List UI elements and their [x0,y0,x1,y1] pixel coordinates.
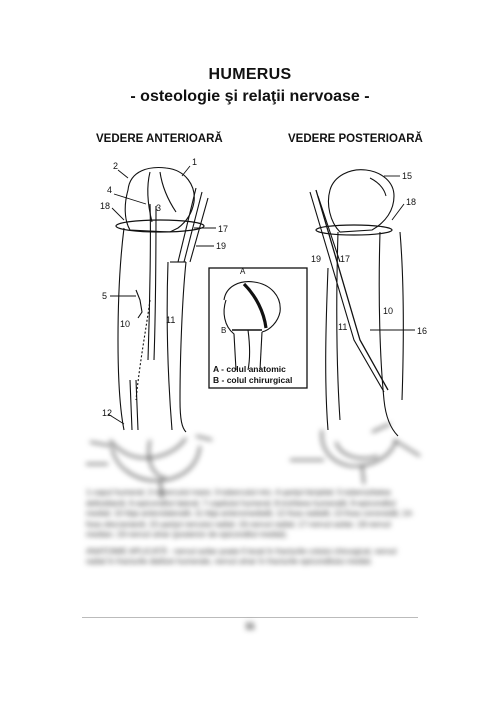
inset-legend-b: B - colul chirurgical [213,375,293,385]
page-subtitle: - osteologie şi relaţii nervoase - [130,88,370,105]
inset-label-a: A [240,267,246,276]
anterior-label-3: 3 [156,203,162,213]
posterior-label-19: 19 [311,254,322,264]
inset-label-b: B [221,326,227,335]
page-number: 11 [245,621,255,631]
figure-caption [86,488,416,574]
caption-applied-anatomy-text: ANATOMIE APLICATĂ - nervul axilar poate fi lezat în fracturile colului chirurgical, nervul radial în fracturile diafizei humerale, nervul ulnar în fracturile epicondilului medial. [86,546,397,566]
posterior-label-15: 15 [402,171,413,181]
footer-divider [82,617,418,618]
anterior-label-2: 2 [113,161,119,171]
posterior-view-heading: VEDERE POSTERIOARĂ [288,133,423,145]
anterior-view-heading: VEDERE ANTERIOARĂ [96,133,223,145]
anterior-label-19: 19 [216,241,227,251]
posterior-label-11: 11 [338,322,348,332]
anterior-label-12: 12 [102,408,113,418]
caption-legend-text: 1-capul humeral; 2-tuberculul mare; 3-tuberculul mic; 4-şanţul bicipital; 5-tuberozitatea deltoidiană; 6-epicondilul lateral; 7-capitulul humeral; 8-trohleea humerală; 9-epicondilul medial; 10-faţa anterolaterală; 11-faţa anteromedială; 12-fosa radială; 13-fosa coronoidă; 14-fosa olecraniană; 15-şanţul nervului radial; 16-nervul radial; 17-nervul axilar; 18-nervul median; 19-nervul ulnar (posterior de epicondilul medial). [86,488,414,539]
anterior-label-5: 5 [102,291,108,301]
anterior-label-18: 18 [100,201,111,211]
page-title: HUMERUS [208,66,292,83]
posterior-label-18: 18 [406,197,417,207]
posterior-label-16: 16 [417,326,428,336]
anterior-label-10: 10 [120,319,131,329]
inset-legend-a: A - colul anatomic [213,364,286,374]
anterior-label-4: 4 [107,185,113,195]
anterior-label-11: 11 [166,315,176,325]
anterior-label-17: 17 [218,224,229,234]
posterior-label-10: 10 [383,306,394,316]
posterior-label-17: 17 [340,254,351,264]
anterior-label-1: 1 [192,157,198,167]
